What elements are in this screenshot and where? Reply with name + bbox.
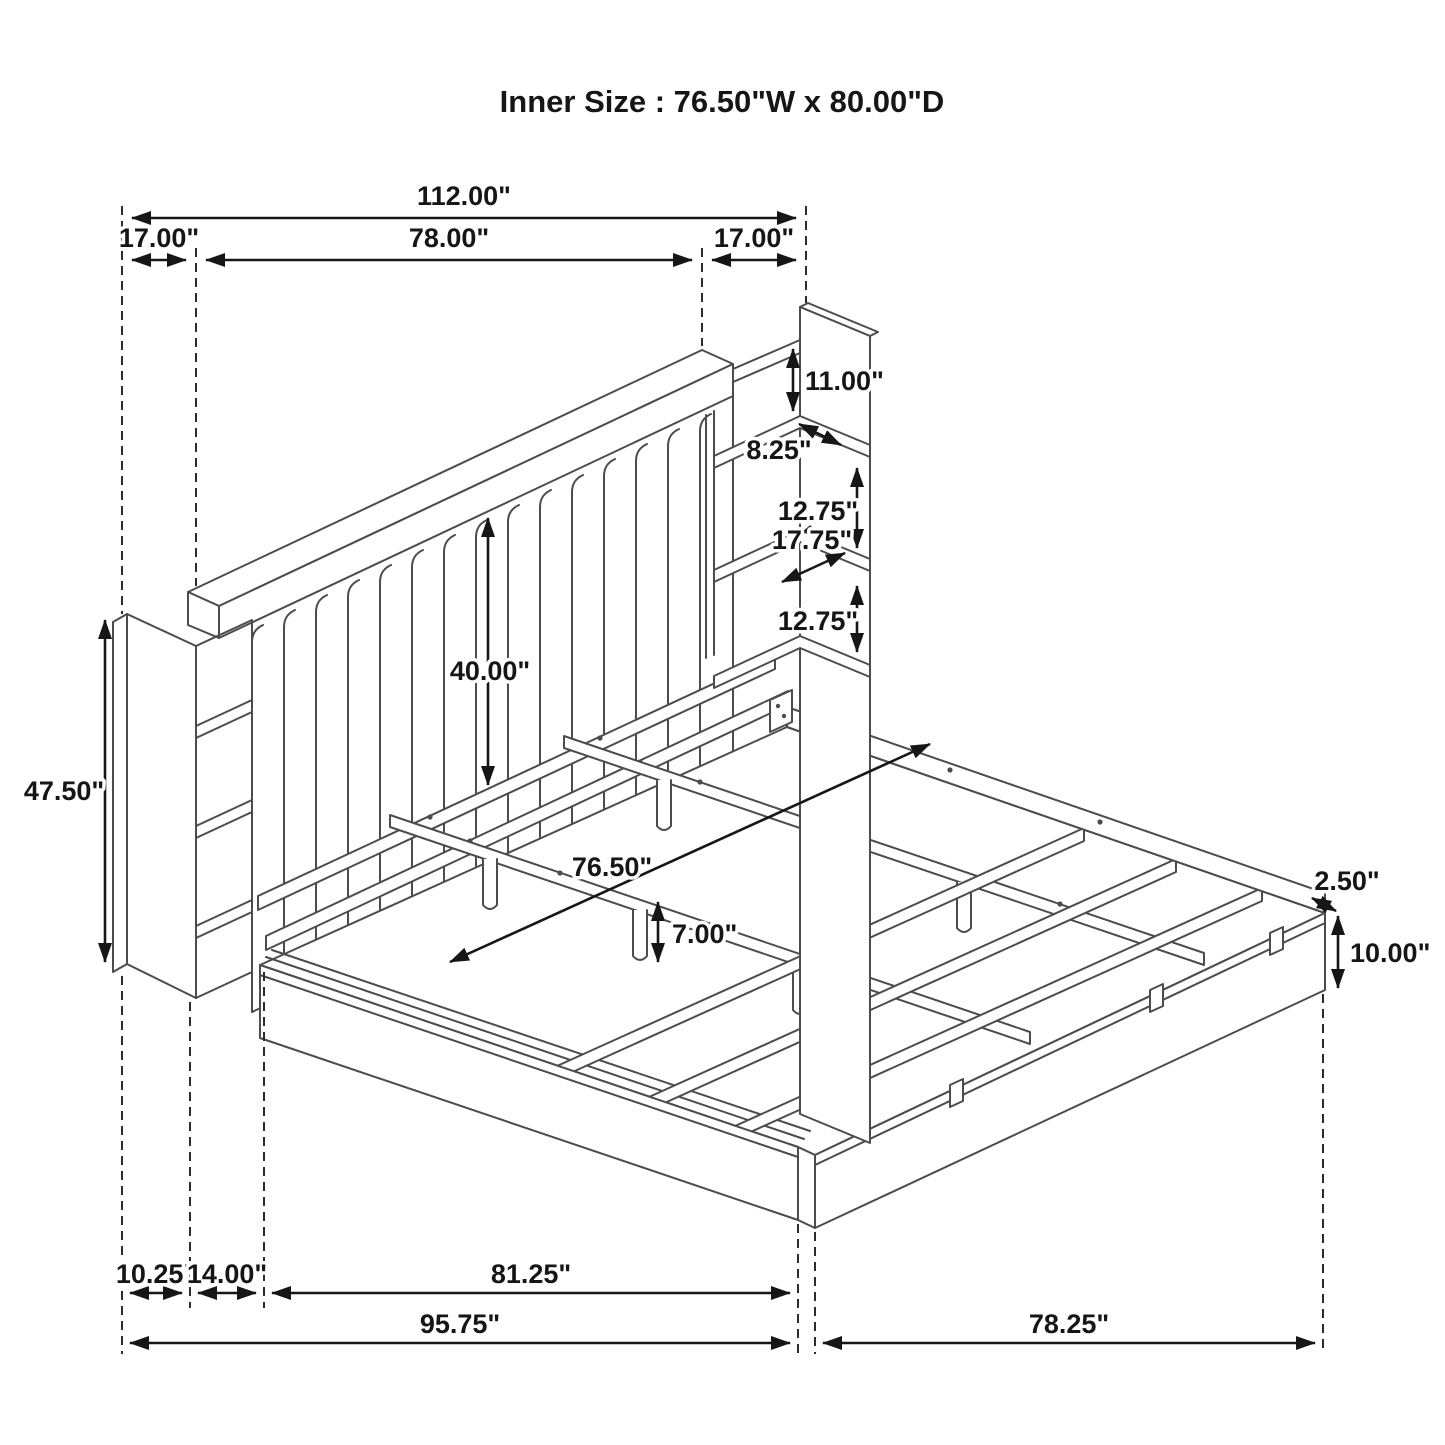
left-shelf-pier (113, 614, 252, 998)
headboard-top-rail (188, 340, 800, 638)
dim-shelf-opening-diagonal: 17.75" (771, 525, 853, 555)
bed-leg (633, 910, 647, 960)
dim-headboard-width: 78.00" (408, 223, 490, 253)
dim-overall-width: 112.00" (417, 181, 511, 211)
dim-pier-height: 47.50" (23, 776, 105, 806)
bed-leg (483, 859, 497, 909)
dim-shelf-gap-upper: 12.75" (777, 496, 859, 526)
dim-rail-lip: 2.50" (1314, 866, 1380, 896)
dim-pier-platform-gap: 14.00" (186, 1259, 268, 1289)
diagram-title: Inner Size : 76.50"W x 80.00"D (499, 84, 945, 119)
dim-inner-width: 76.50" (571, 852, 653, 882)
slat-end-tab (1150, 984, 1163, 1012)
dim-headboard-height: 40.00" (449, 656, 531, 686)
dim-shelf-gap-lower: 12.75" (777, 606, 859, 636)
dim-right-pier-width: 17.00" (713, 223, 795, 253)
dim-leg-height: 7.00" (672, 919, 738, 949)
dim-platform-depth: 81.25" (490, 1259, 572, 1289)
bed-leg (657, 780, 671, 830)
dim-shelf-top-gap: 11.00" (805, 366, 884, 396)
dim-shelf-depth: 8.25" (746, 435, 812, 465)
dim-platform-height: 10.00" (1350, 938, 1431, 968)
dim-platform-width: 78.25" (1028, 1309, 1110, 1339)
dim-left-pier-width: 17.00" (118, 223, 200, 253)
slat-end-tab (950, 1079, 963, 1107)
slat-end-tab (1270, 927, 1283, 955)
dim-overall-depth: 95.75" (419, 1309, 501, 1339)
dim-pier-depth: 10.25" (115, 1259, 197, 1289)
